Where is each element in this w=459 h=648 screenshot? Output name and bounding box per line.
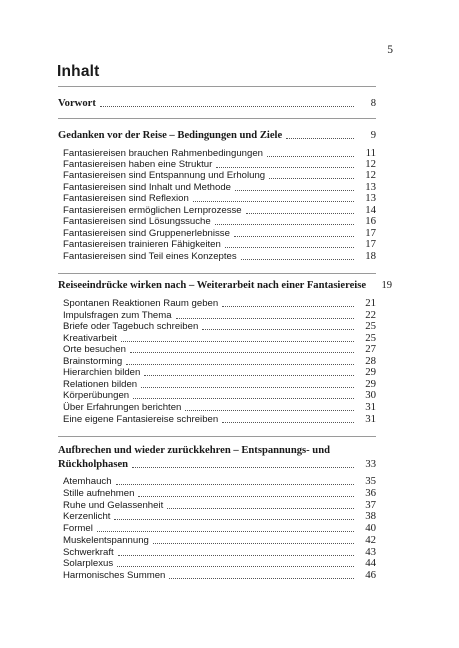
toc-page-number: 28: [365, 355, 376, 367]
dot-leader: [167, 507, 354, 509]
toc-entry-title: Körperübungen: [63, 390, 130, 401]
dot-leader: [138, 495, 354, 497]
dot-leader: [141, 386, 354, 388]
toc-entry-title: Formel: [63, 523, 93, 534]
toc-section-aufbrechen[interactable]: [58, 458, 376, 471]
toc-page-number: 25: [365, 320, 376, 332]
toc-entry-title: Fantasiereisen sind Inhalt und Methode: [63, 182, 231, 193]
toc-entry-title: Fantasiereisen sind Teil eines Konzeptes: [63, 251, 237, 262]
dot-leader: [153, 542, 354, 544]
dot-leader: [100, 105, 354, 107]
dot-leader: [222, 305, 354, 307]
dot-leader: [241, 258, 354, 260]
dot-leader: [116, 483, 354, 485]
divider: [58, 118, 376, 119]
toc-section-title: Gedanken vor der Reise – Bedingungen und Ziele: [58, 130, 283, 141]
dot-leader: [185, 409, 354, 411]
dot-leader: [286, 137, 354, 139]
toc-entry-title: Fantasiereisen sind Lösungssuche: [63, 216, 211, 227]
toc-entry-title: Briefe oder Tagebuch schreiben: [63, 321, 199, 332]
toc-page-number: 31: [365, 401, 376, 413]
toc-entry-title: Fantasiereisen brauchen Rahmenbedingungen: [63, 148, 264, 159]
toc-page-number: 12: [365, 158, 376, 170]
toc-entry-title: Fantasiereisen sind Reflexion: [63, 193, 189, 204]
toc-page-number: 29: [365, 366, 376, 378]
toc-entry-title: Orte besuchen: [63, 344, 126, 355]
toc-page-number: 36: [365, 487, 376, 499]
toc-page-number: 31: [365, 413, 376, 425]
dot-leader: [126, 363, 354, 365]
toc-section-reiseeindruecke[interactable]: [58, 279, 393, 292]
toc-entry-title: Solarplexus: [63, 558, 114, 569]
toc-entry-title: Fantasiereisen haben eine Struktur: [63, 159, 213, 170]
toc-entry-title: Stille aufnehmen: [63, 488, 135, 499]
toc-entry[interactable]: [63, 413, 376, 426]
toc-page-number: 8: [370, 98, 376, 109]
dot-leader: [225, 246, 354, 248]
dot-leader: [235, 189, 354, 191]
toc-page-number: 17: [365, 238, 376, 250]
toc-entry-title: Fantasiereisen sind Entspannung und Erholung: [63, 170, 266, 181]
toc-page-number: 43: [365, 546, 376, 558]
toc-page-number: 11: [365, 147, 376, 159]
dot-leader: [215, 223, 354, 225]
toc-section-title: Reiseeindrücke wirken nach – Weiterarbeit nach einer Fantasiereise: [58, 280, 367, 291]
divider: [58, 273, 376, 274]
dot-leader: [193, 200, 354, 202]
toc-entry[interactable]: [63, 569, 376, 582]
toc-page-number: 9: [370, 130, 376, 141]
dot-leader: [133, 397, 354, 399]
toc-page-number: 29: [365, 378, 376, 390]
dot-leader: [202, 328, 354, 330]
dot-leader: [121, 340, 354, 342]
toc-page-number: 33: [365, 459, 376, 470]
dot-leader: [176, 317, 354, 319]
toc-entry-title: Hierarchien bilden: [63, 367, 141, 378]
toc-page-number: 22: [365, 309, 376, 321]
toc-page-number: 13: [365, 192, 376, 204]
toc-page-number: 14: [365, 204, 376, 216]
dot-leader: [114, 518, 354, 520]
toc-page-number: 30: [365, 389, 376, 401]
toc-page-number: 21: [365, 297, 376, 309]
toc-entry-title: Relationen bilden: [63, 379, 138, 390]
toc-page-number: 12: [365, 169, 376, 181]
toc-entry-title: Schwerkraft: [63, 547, 114, 558]
toc-entry-title: Spontanen Reaktionen Raum geben: [63, 298, 219, 309]
divider: [58, 436, 376, 437]
dot-leader: [269, 177, 354, 179]
dot-leader: [222, 421, 354, 423]
toc-entry-title: Muskelentspannung: [63, 535, 149, 546]
toc-section-gedanken[interactable]: [58, 129, 376, 142]
toc-page-number: 40: [365, 522, 376, 534]
toc-page-number: 38: [365, 510, 376, 522]
dot-leader: [144, 374, 354, 376]
dot-leader: [132, 466, 354, 468]
divider: [58, 86, 376, 87]
dot-leader: [118, 554, 354, 556]
toc-entry-title: Kerzenlicht: [63, 511, 111, 522]
dot-leader: [130, 351, 354, 353]
toc-page-number: 35: [365, 475, 376, 487]
toc-section-title-line1[interactable]: Aufbrechen und wieder zurückkehren – Entspannungs- und: [58, 445, 330, 456]
dot-leader: [216, 166, 354, 168]
toc-page-number: 18: [365, 250, 376, 262]
toc-entry-title: Atemhauch: [63, 476, 112, 487]
dot-leader: [234, 235, 354, 237]
toc-entry-title: Fantasiereisen ermöglichen Lernprozesse: [63, 205, 242, 216]
toc-page-number: 16: [365, 215, 376, 227]
toc-section-title-line2: Rückholphasen: [58, 459, 129, 470]
toc-page-number: 13: [365, 181, 376, 193]
toc-entry-title: Ruhe und Gelassenheit: [63, 500, 164, 511]
toc-entry-title: Impulsfragen zum Thema: [63, 310, 172, 321]
toc-entry-title: Fantasiereisen trainieren Fähigkeiten: [63, 239, 221, 250]
dot-leader: [169, 577, 354, 579]
toc-page-number: 27: [365, 343, 376, 355]
toc-entry-title: Harmonisches Summen: [63, 570, 166, 581]
toc-entry[interactable]: [63, 250, 376, 263]
toc-page-number: 44: [365, 557, 376, 569]
toc-page-number: 46: [365, 569, 376, 581]
page-number: 5: [387, 44, 393, 56]
dot-leader: [117, 565, 354, 567]
toc-section-title: Vorwort: [58, 98, 96, 109]
page-title: Inhalt: [57, 63, 100, 80]
toc-entry-title: Eine eigene Fantasiereise schreiben: [63, 414, 219, 425]
toc-entry-title: Kreativarbeit: [63, 333, 117, 344]
dot-leader: [267, 155, 354, 157]
toc-page-number: 42: [365, 534, 376, 546]
toc-page-number: 19: [381, 280, 393, 291]
dot-leader: [97, 530, 354, 532]
toc-page-number: 25: [365, 332, 376, 344]
toc-page-number: 37: [365, 499, 376, 511]
dot-leader: [246, 212, 354, 214]
toc-page-number: 17: [365, 227, 376, 239]
toc-section-vorwort[interactable]: [58, 97, 376, 110]
toc-entry-title: Fantasiereisen sind Gruppenerlebnisse: [63, 228, 230, 239]
toc-entry-title: Brainstorming: [63, 356, 123, 367]
toc-entry-title: Über Erfahrungen berichten: [63, 402, 182, 413]
